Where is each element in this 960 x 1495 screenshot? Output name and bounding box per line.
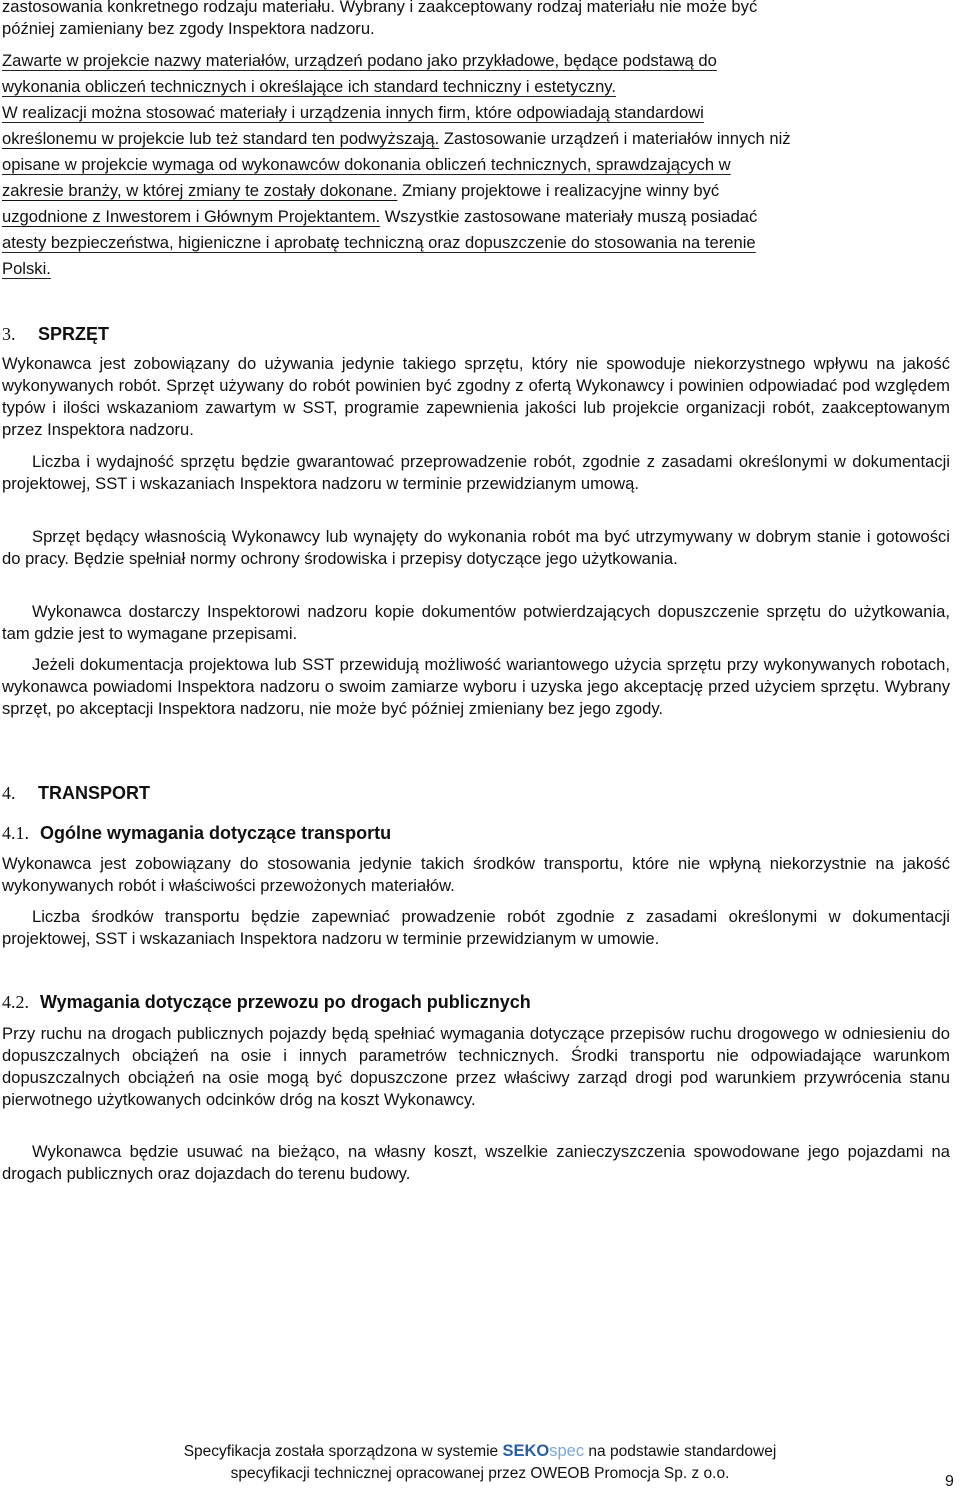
section3-paragraph-1: Wykonawca jest zobowiązany do używania jedynie takiego sprzętu, który nie spowoduje niekorzystnego wpływu na jakość wykonywanych robót. Sprzęt używany do robót powinien być zgodny z ofertą Wykonawcy i powinien odpowiadać pod względem typów i ilości wskazaniom zawartym w SST, programie zapewnienia jakości lub projekcie organizacji robót, zaakceptowanym przez Inspektora nadzoru. [2, 354, 950, 439]
section3-paragraph-4: Wykonawca dostarczy Inspektorowi nadzoru kopie dokumentów potwierdzających dopuszczenie sprzętu do użytkowania, tam gdzie jest to wymagane przepisami. [2, 602, 950, 643]
section4-2-paragraph-2: Wykonawca będzie usuwać na bieżąco, na własny koszt, wszelkie zanieczyszczenia spowodowane jego pojazdami na drogach publicznych oraz dojazdach do terenu budowy. [2, 1142, 950, 1183]
intro-line: zastosowania konkretnego rodzaju materiału. Wybrany i zaakceptowany rodzaj materiału nie może być [2, 0, 758, 16]
section-heading-4 [2, 782, 150, 804]
section-number: 3. [2, 324, 16, 344]
subsection-heading-4-1 [2, 822, 391, 844]
plain-segment: Zmiany projektowe i realizacyjne winny być [397, 181, 720, 200]
mixed-line [2, 126, 950, 152]
page-footer [0, 1440, 960, 1485]
section3-paragraph-5: Jeżeli dokumentacja projektowa lub SST przewidują możliwość wariantowego użycia sprzętu przy wykonywanych robotach, wykonawca powiadomi Inspektora nadzoru o swoim zamiarze wyboru i uzyska jego akceptację przed użyciem sprzętu. Wybrany sprzęt, po akceptacji Inspektora nadzoru, nie może być później zmieniany bez jego zgody. [2, 655, 950, 718]
subsection-title: Wymagania dotyczące przewozu po drogach publicznych [40, 992, 531, 1012]
subsection-title: Ogólne wymagania dotyczące transportu [40, 823, 392, 843]
mixed-line [2, 204, 950, 230]
section-title: SPRZĘT [38, 324, 110, 344]
section-number: 4. [2, 783, 16, 803]
section-title: TRANSPORT [38, 783, 150, 803]
section4-2-paragraph-1: Przy ruchu na drogach publicznych pojazdy będą spełniać wymagania dotyczące przepisów ruchu drogowego w odniesieniu do dopuszczalnych obciążeń na osie i innych parametrów technicznych. Środki transportu nie odpowiadające warunkom dopuszczalnych obciążeń na osie mogą być dopuszczone przez właściwy zarząd drogi pod warunkiem przywrócenia stanu pierwotnego użytkowanych odcinków dróg na koszt Wykonawcy. [2, 1024, 950, 1109]
plain-segment: Wszystkie zastosowane materiały muszą posiadać [380, 207, 758, 226]
footer-line-1 [0, 1440, 960, 1463]
section-heading-3 [2, 323, 109, 345]
footer-text: Specyfikacja została sporządzona w systemie [183, 1443, 503, 1460]
plain-segment: Zastosowanie urządzeń i materiałów innych niż [439, 129, 791, 148]
underlined-line: wykonania obliczeń technicznych i określające ich standard techniczny i estetyczny. [2, 77, 616, 96]
brand-part-2: spec [549, 1442, 585, 1460]
subsection-number: 4.1. [2, 823, 29, 843]
page-number: 9 [945, 1473, 954, 1490]
section3-paragraph-3: Sprzęt będący własnością Wykonawcy lub wynajęty do wykonania robót ma być utrzymywany w dobrym stanie i gotowości do pracy. Będzie spełniał normy ochrony środowiska i przepisy dotyczące jego użytkowania. [2, 527, 950, 568]
intro-plain-paragraph [2, 0, 950, 40]
footer-text: na podstawie standardowej [584, 1443, 777, 1460]
brand-logo [502, 1442, 584, 1460]
underlined-line: Polski. [2, 259, 51, 278]
footer-line-2: specyfikacji technicznej opracowanej przez OWEOB Promocja Sp. z o.o. [230, 1465, 730, 1482]
underlined-line: W realizacji można stosować materiały i urządzenia innych firm, które odpowiadają standardowi [2, 103, 704, 122]
section4-1-paragraph-2: Liczba środków transportu będzie zapewniać prowadzenie robót zgodnie z zasadami określonymi w dokumentacji projektowej, SST i wskazaniach Inspektora nadzoru w terminie przewidzianym w umowie. [2, 907, 950, 948]
underlined-segment: określonemu w projekcie lub też standard ten podwyższają. [2, 129, 440, 148]
subsection-number: 4.2. [2, 992, 29, 1012]
section4-1-paragraph-1: Wykonawca jest zobowiązany do stosowania jedynie takich środków transportu, które nie wpłyną niekorzystnie na jakość wykonywanych robót i właściwości przewożonych materiałów. [2, 854, 950, 895]
subsection-heading-4-2 [2, 991, 531, 1013]
underlined-segment: uzgodnione z Inwestorem i Głównym Projektantem. [2, 207, 381, 226]
underlined-segment: zakresie branży, w której zmiany te zostały dokonane. [2, 181, 398, 200]
intro-underlined-paragraph [2, 48, 950, 282]
section3-paragraph-2: Liczba i wydajność sprzętu będzie gwarantować przeprowadzenie robót, zgodnie z zasadami określonymi w dokumentacji projektowej, SST i wskazaniach Inspektora nadzoru w terminie przewidzianym umową. [2, 452, 950, 493]
underlined-line: Zawarte w projekcie nazwy materiałów, urządzeń podano jako przykładowe, będące podstawą do [2, 51, 717, 70]
mixed-line [2, 178, 950, 204]
underlined-line: opisane w projekcie wymaga od wykonawców dokonania obliczeń technicznych, sprawdzających w [2, 155, 731, 174]
brand-part-1: SEKO [502, 1442, 550, 1460]
underlined-line: atesty bezpieczeństwa, higieniczne i aprobatę techniczną oraz dopuszczenie do stosowania na terenie [2, 233, 756, 252]
intro-line: później zamieniany bez zgody Inspektora nadzoru. [2, 19, 375, 38]
